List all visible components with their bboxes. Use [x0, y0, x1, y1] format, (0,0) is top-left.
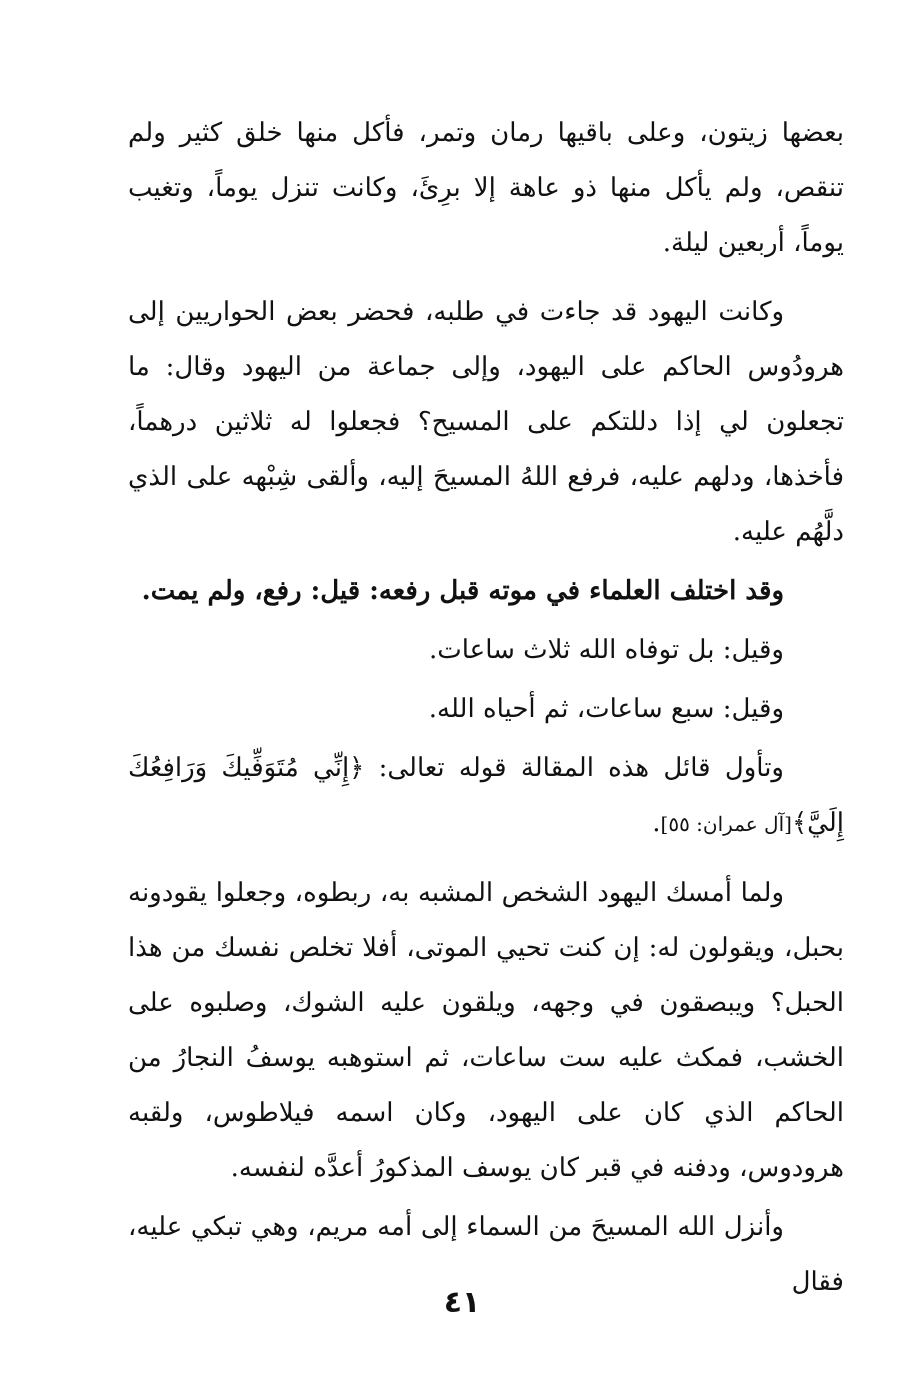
- paragraph-6: ولما أمسك اليهود الشخص المشبه به، ربطوه، وجعلوا يقودونه بحبل، ويقولون له: إن كنت تحيي الموتى، أفلا تخلص نفسك من هذا الحبل؟ ويبصقون في وجهه، ويلقون عليه الشوك، وصلبوه على الخشب، فمكث عليه ست ساعات، ثم استوهبه يوسفُ النجارُ من الحاكم الذي كان على اليهود، وكان اسمه فيلاطوس، ولقبه هرودوس، ودفنه في قبر كان يوسف المذكورُ أعدَّه لنفسه.: [128, 878, 844, 1183]
- paragraph-1: بعضها زيتون، وعلى باقيها رمان وتمر، فأكل منها خلق كثير ولم تنقص، ولم يأكل منها ذو عاهة إلا برِئَ، وكانت تنزل يوماً، وتغيب يوماً، أربعين ليلة.: [128, 118, 844, 258]
- quran-verse: ﴿إِنِّي مُتَوَفِّيكَ وَرَافِعُكَ إِلَيَّ﴾: [128, 753, 844, 838]
- verse-intro: وتأول قائل هذه المقالة قوله تعالى:: [364, 753, 784, 783]
- paragraph-4: وقيل: بل توفاه الله ثلاث ساعات.: [429, 635, 784, 665]
- verse-end: .: [652, 808, 661, 838]
- paragraph-5: وقيل: سبع ساعات، ثم أحياه الله.: [428, 694, 784, 724]
- page-number: ٤١: [443, 1285, 481, 1320]
- verse-reference: [آل عمران: ٥٥]: [660, 812, 792, 836]
- paragraph-3: وقد اختلف العلماء في موته قبل رفعه: قيل: رفع، ولم يمت.: [141, 576, 784, 606]
- verse-paragraph: [128, 741, 844, 852]
- body-text: [128, 106, 844, 1310]
- paragraph-7: وأنزل الله المسيحَ من السماء إلى أمه مريم، وهي تبكي عليه، فقال: [128, 1212, 844, 1297]
- paragraph-2: وكانت اليهود قد جاءت في طلبه، فحضر بعض الحواريين إلى هرودُوس الحاكم على اليهود، وإلى جماعة من اليهود وقال: ما تجعلون لي إذا دللتكم على المسيح؟ فجعلوا له ثلاثين درهماً، فأخذها، ودلهم عليه، فرفع اللهُ المسيحَ إليه، وألقى شِبْهه على الذي دلَّهُم عليه.: [128, 297, 844, 547]
